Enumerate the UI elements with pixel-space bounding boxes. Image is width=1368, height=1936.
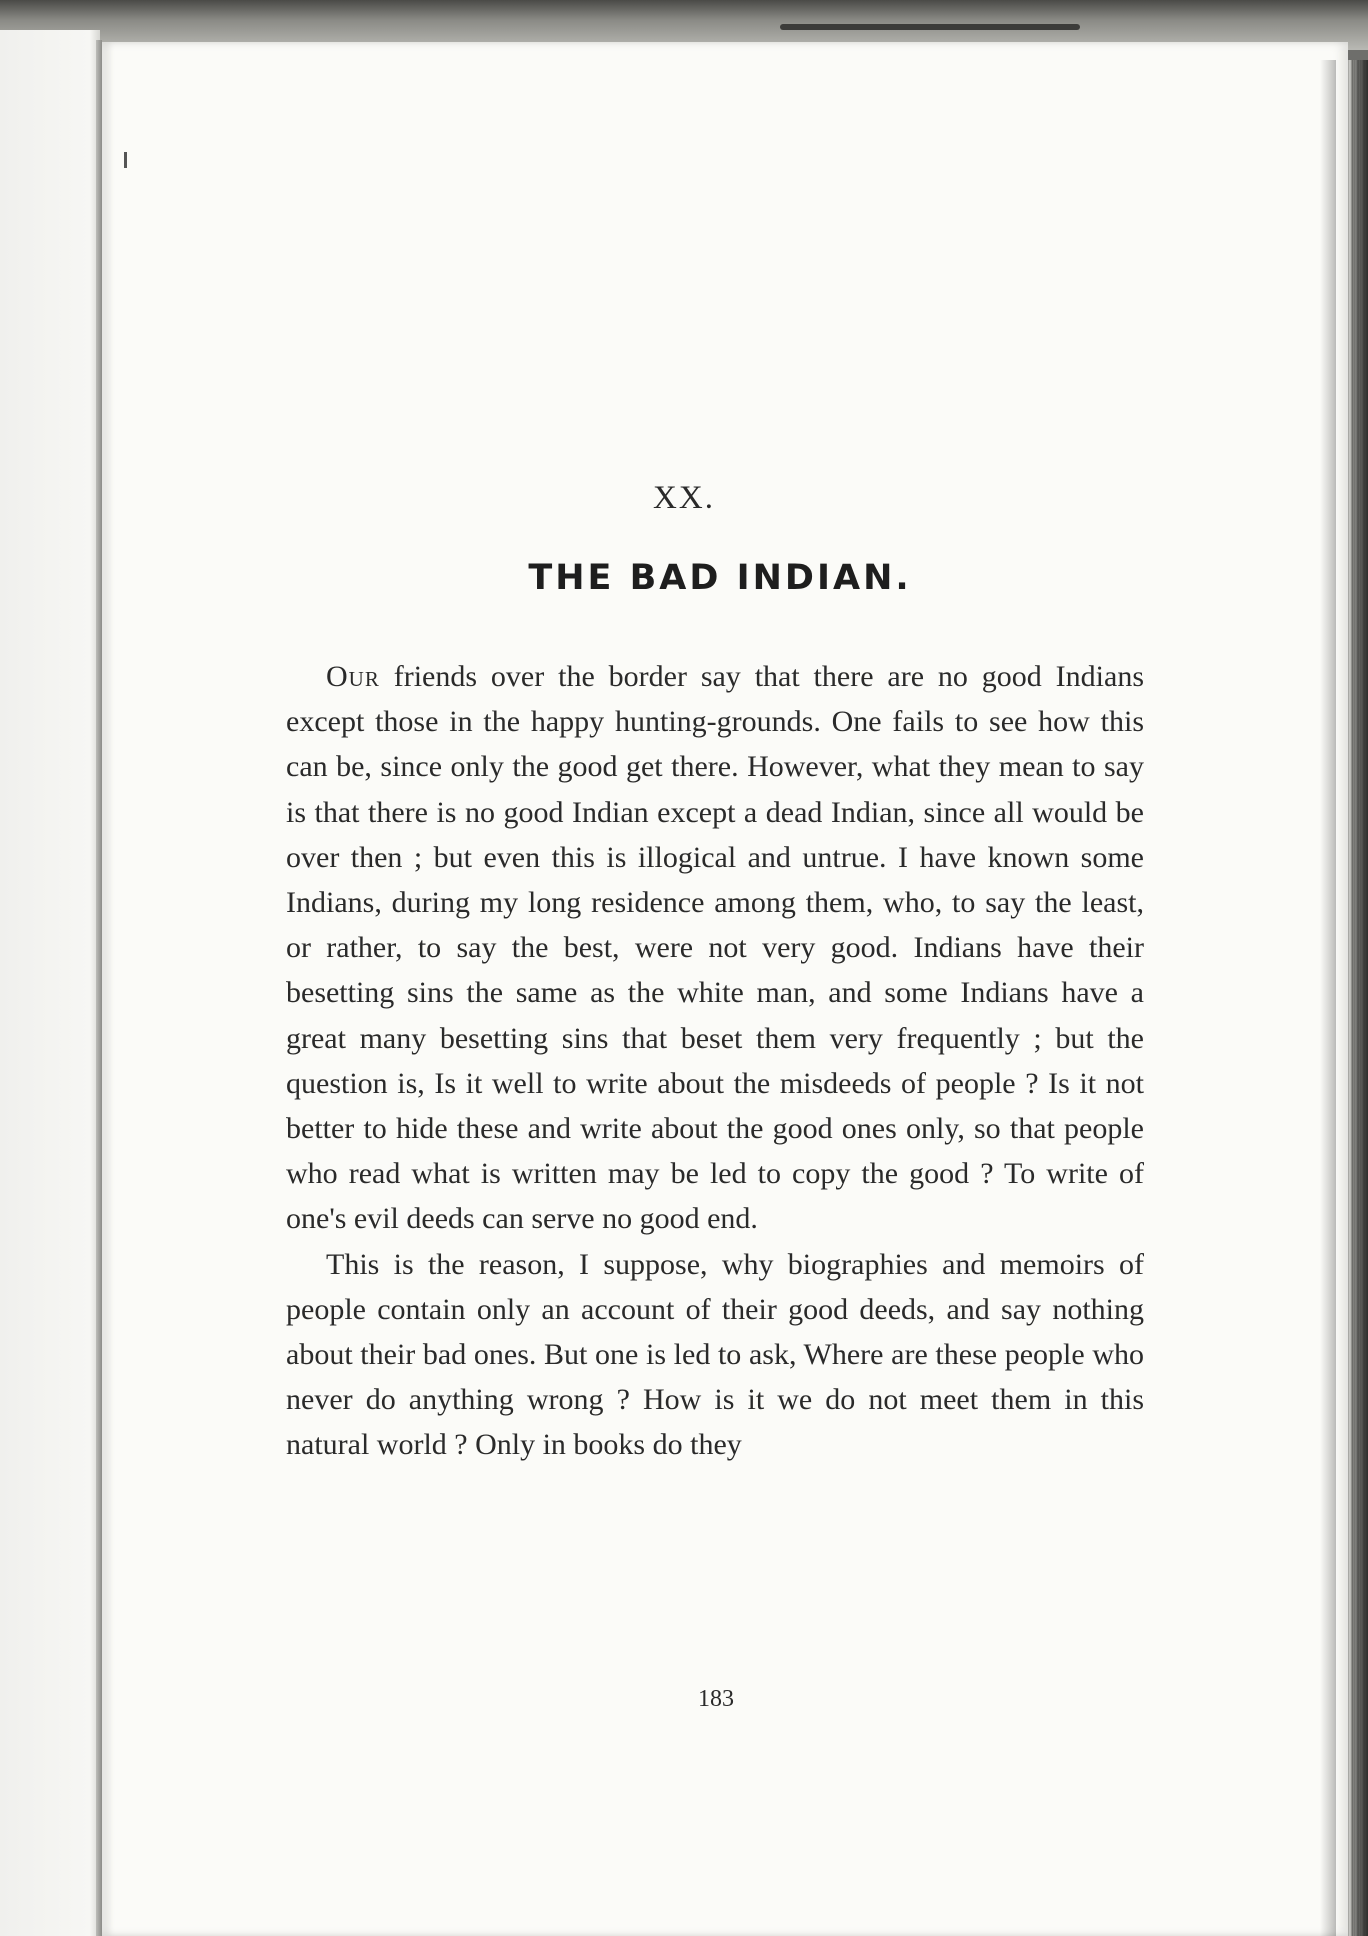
paragraph-lead-word: Our [326, 660, 380, 693]
chapter-number: XX. [653, 480, 715, 516]
chapter-title: THE BAD INDIAN. [528, 558, 912, 598]
paragraph-2: This is the reason, I suppose, why biographies and memoirs of people contain only an account of their good deeds, and say nothing about their bad ones. But one is led to ask, Where are these people who never do anything wrong ? How is it we do not meet them in this natural world ? Only in books do they [286, 1247, 1144, 1462]
page-number: 183 [698, 1686, 734, 1712]
scan-top-bar [780, 24, 1080, 30]
left-page-edge [0, 30, 100, 1936]
paragraph-1-text: friends over the border say that there are no good Indians except those in the happy hunting-grounds. One fails to see how this can be, since only the good get there. However, what they mean to say is that there is no good Indian except a dead Indian, since all would be over then ; but even this is illogical and untrue. I have known some Indians, during my long residence among them, who, to say the least, or rather, to say the best, were not very good. Indians have their besetting sins the same as the white man, and some Indians have a great many besetting sins that beset them very frequently ; but the question is, Is it well to write about the misdeeds of people ? Is it not better to hide these and write about the good ones only, so that people who read what is written may be led to copy the good ? To write of one's evil deeds can serve no good end. [286, 660, 1144, 1236]
margin-mark [124, 152, 127, 168]
page-stack-shadow [1352, 60, 1368, 1936]
paragraph-1 [286, 654, 1144, 1242]
page-fold-shadow [1320, 60, 1336, 1936]
body-text [286, 654, 1144, 1468]
